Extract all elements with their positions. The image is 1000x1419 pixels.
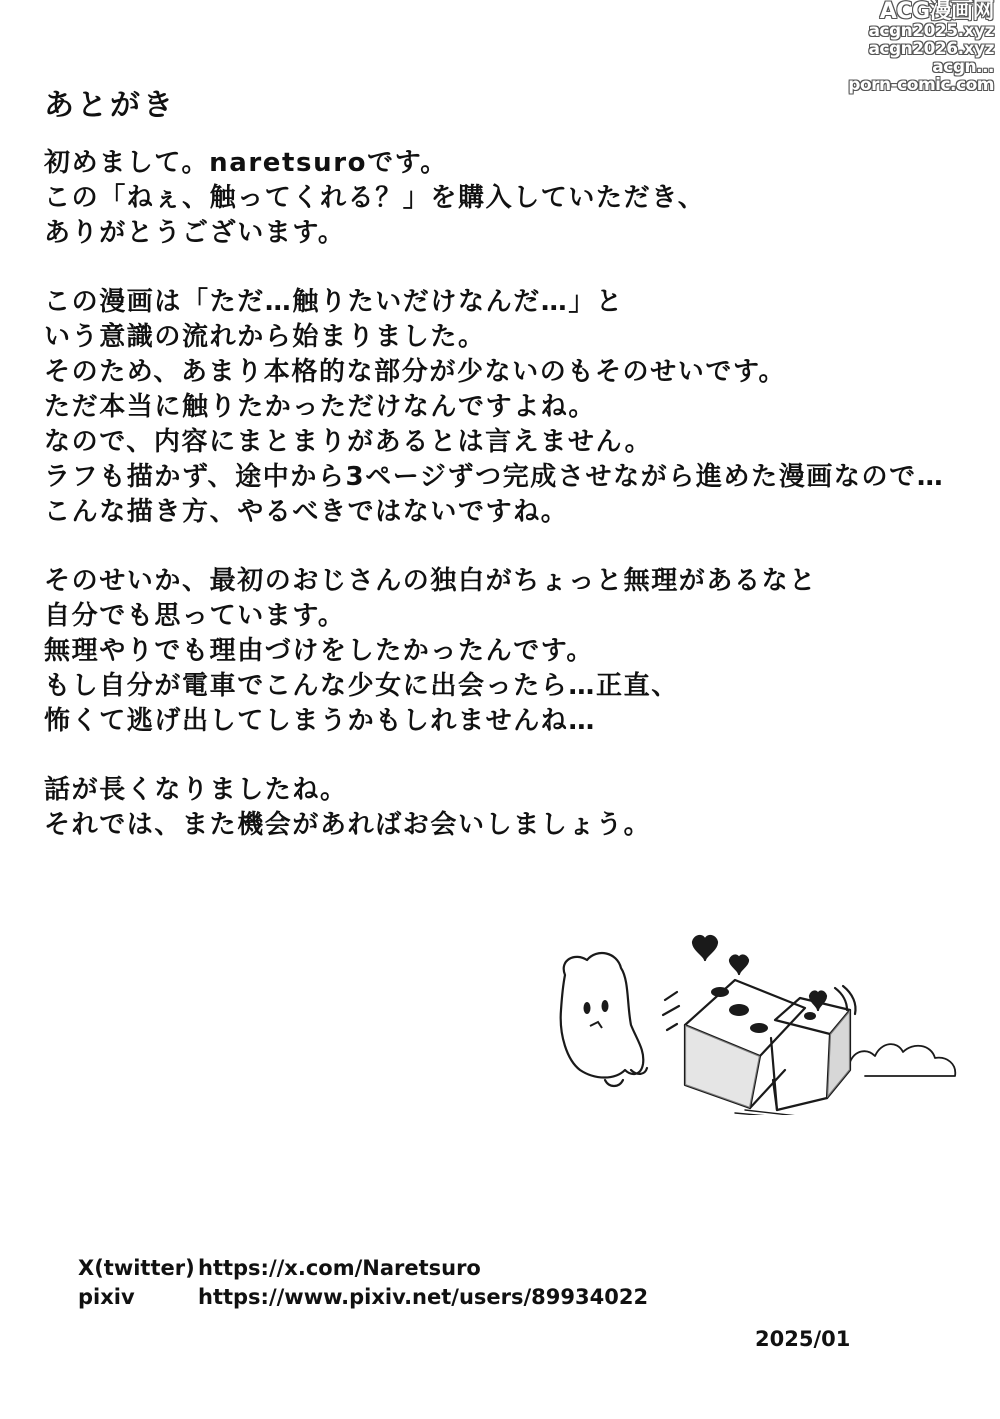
afterword-body [44, 146, 974, 877]
watermark-line: ACG漫画网 [879, 0, 994, 24]
page-title: あとがき [44, 88, 176, 123]
text-line: 怖くて逃げ出してしまうかもしれませんね… [44, 706, 597, 736]
paragraph [44, 285, 974, 530]
heart-icon [810, 992, 826, 1011]
text-line: この「ねぇ、触ってくれる？」を購入していただき、 [44, 183, 706, 213]
link-label: pixiv [78, 1285, 135, 1309]
paragraph [44, 146, 974, 251]
paragraph [44, 773, 974, 843]
dice-illustration [545, 930, 975, 1115]
text-line: ラフも描かず、途中から3ページずつ完成させながら進めた漫画なので… [44, 462, 945, 492]
link-url: https://x.com/Naretsuro [198, 1256, 481, 1280]
watermark [844, 0, 994, 94]
ghost-character-icon [561, 953, 647, 1086]
text-line: そのため、あまり本格的な部分が少ないのもそのせいです。 [44, 357, 787, 387]
text-line: この漫画は「ただ…触りたいだけなんだ…」と [44, 287, 624, 317]
social-link-twitter [78, 1254, 648, 1283]
text-line: なので、内容にまとまりがあるとは言えません。 [44, 427, 653, 457]
text-line: ただ本当に触りたかっただけなんですよね。 [44, 392, 597, 422]
watermark-line: porn-comic.com [848, 74, 994, 95]
text-line: いう意識の流れから始まりました。 [44, 322, 486, 352]
illustration [545, 930, 975, 1115]
link-label: X(twitter) [78, 1256, 195, 1280]
text-line: 無理やりでも理由づけをしたかったんです。 [44, 636, 594, 666]
text-line: 話が長くなりましたね。 [44, 775, 348, 805]
text-line: 自分でも思っています。 [44, 601, 346, 631]
watermark-line: acgn2026.xyz [868, 38, 994, 59]
link-url: https://www.pixiv.net/users/89934022 [198, 1285, 649, 1309]
watermark-line: acgn2025.xyz [868, 21, 994, 42]
eye-icon [584, 1000, 609, 1014]
social-link-pixiv [78, 1283, 648, 1312]
text-line: 初めまして。naretsuroです。 [44, 148, 448, 178]
text-line: それでは、また機会があればお会いしましょう。 [44, 810, 652, 840]
text-line: もし自分が電車でこんな少女に出会ったら…正直、 [44, 671, 679, 701]
watermark-line: acgn... [932, 56, 994, 77]
heart-icon [730, 956, 748, 975]
text-line: こんな描き方、やるべきではないですね。 [44, 497, 569, 527]
text-line: ありがとうございます。 [44, 218, 346, 248]
paragraph [44, 564, 974, 739]
social-links [78, 1254, 648, 1312]
text-line: そのせいか、最初のおじさんの独白がちょっと無理があるなと [44, 566, 817, 596]
heart-icon [693, 936, 717, 960]
date-stamp: 2025/01 [755, 1327, 851, 1351]
